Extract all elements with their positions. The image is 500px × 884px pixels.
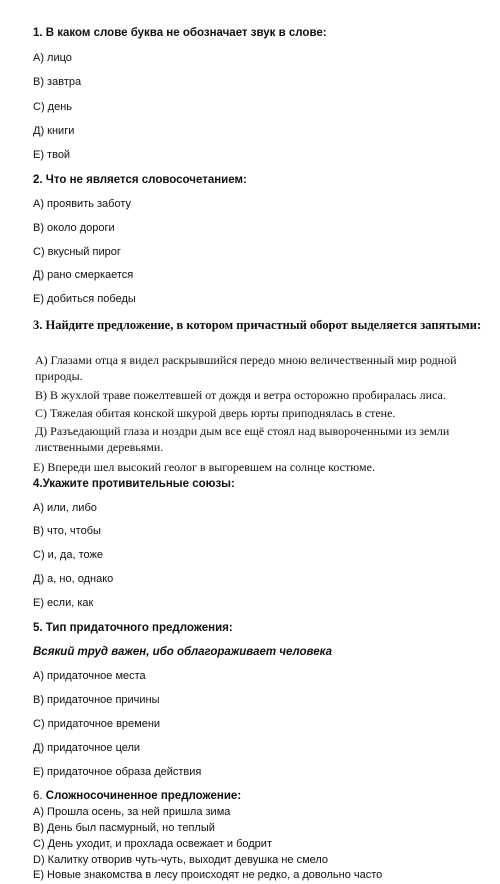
question-6-title bbox=[33, 790, 241, 802]
q4-option-e: Е) если, как bbox=[33, 597, 94, 609]
q6-title-text: Сложносочиненное предложение: bbox=[45, 790, 242, 802]
q2-option-c: С) вкусный пирог bbox=[33, 246, 121, 258]
question-4-title: 4.Укажите противительные союзы: bbox=[33, 478, 235, 490]
q3-option-c: С) Тяжелая обитая конской шкурой дверь юрты приподнялась в стене. bbox=[35, 406, 396, 420]
q3-option-e: Е) Впереди шел высокий геолог в выгоревшем на солнце костюме. bbox=[33, 460, 375, 474]
q2-option-a: А) проявить заботу bbox=[33, 198, 132, 210]
question-3-title: 3. Найдите предложение, в котором причастный оборот выделяется запятыми: bbox=[33, 318, 482, 332]
q5-option-e: Е) придаточное образа действия bbox=[33, 766, 202, 778]
question-1-title: 1. В каком слове буква не обозначает звук в слове: bbox=[33, 27, 327, 39]
q1-option-a: А) лицо bbox=[33, 52, 72, 64]
q1-option-c: С) день bbox=[33, 101, 73, 113]
q1-option-e: Е) твой bbox=[33, 149, 71, 161]
q5-option-b: В) придаточное причины bbox=[33, 694, 160, 706]
q3-option-b: В) В жухлой траве пожелтевшей от дождя и ветра осторожно пробиралась лиса. bbox=[35, 388, 446, 402]
q2-option-e: Е) добиться победы bbox=[33, 293, 136, 305]
q6-option-c: С) День уходит, и прохлада освежает и бодрит bbox=[33, 838, 272, 850]
q4-option-b: В) что, чтобы bbox=[33, 525, 101, 537]
q1-option-b: В) завтра bbox=[33, 76, 82, 88]
q6-number: 6. bbox=[33, 790, 46, 802]
q6-option-a: А) Прошла осень, за ней пришла зима bbox=[33, 806, 231, 818]
q5-sentence: Всякий труд важен, ибо облагораживает человека bbox=[33, 646, 332, 658]
q4-option-a: А) или, либо bbox=[33, 502, 97, 514]
question-2-title: 2. Что не является словосочетанием: bbox=[33, 174, 247, 186]
q2-option-b: В) около дороги bbox=[33, 222, 115, 234]
q4-option-c: С) и, да, тоже bbox=[33, 549, 103, 561]
question-5-title: 5. Тип придаточного предложения: bbox=[33, 622, 233, 634]
q6-option-b: В) День был пасмурный, но теплый bbox=[33, 822, 215, 834]
q3-option-d: Д) Разъедающий глаза и ноздри дым все ещё стоял над вывороченными из земли лиственными деревьями. bbox=[35, 424, 450, 454]
q6-option-e: Е) Новые знакомства в лесу происходят не редко, а довольно часто bbox=[33, 869, 383, 881]
q5-option-d: Д) придаточное цели bbox=[33, 742, 141, 754]
q1-option-d: Д) книги bbox=[33, 125, 75, 137]
q6-option-d: D) Калитку отворив чуть-чуть, выходит девушка не смело bbox=[33, 854, 329, 866]
q4-option-d: Д) а, но, однако bbox=[33, 573, 114, 585]
q5-option-c: С) придаточное времени bbox=[33, 718, 161, 730]
q2-option-d: Д) рано смеркается bbox=[33, 269, 134, 281]
q3-option-a: А) Глазами отца я видел раскрывшийся передо мною величественный мир родной природы. bbox=[35, 353, 457, 383]
q5-option-a: А) придаточное места bbox=[33, 670, 146, 682]
